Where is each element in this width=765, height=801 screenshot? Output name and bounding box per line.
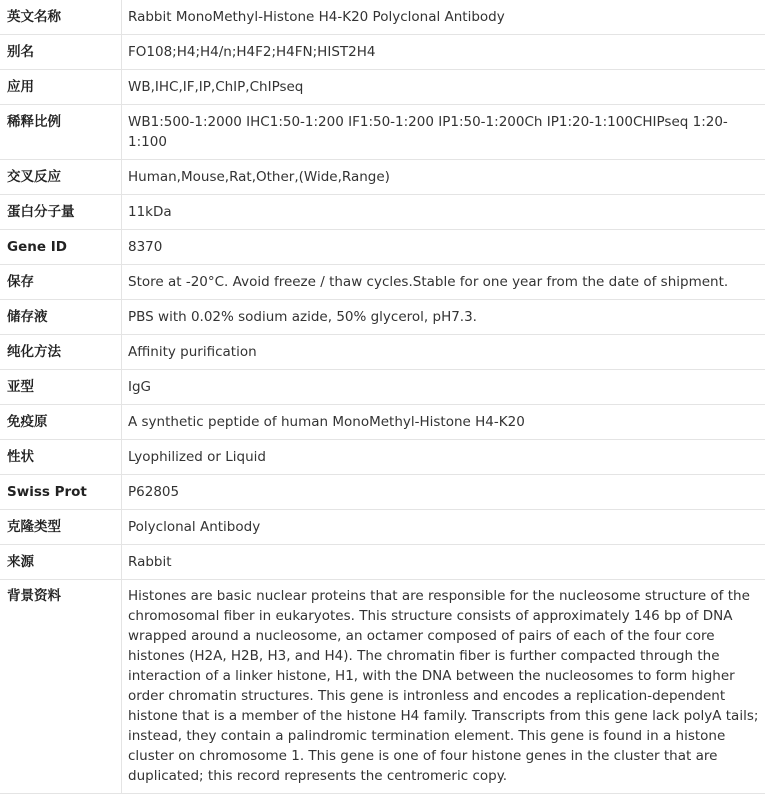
row-label: 纯化方法: [0, 335, 122, 370]
row-label: 稀释比例: [0, 105, 122, 160]
row-label: 性状: [0, 440, 122, 475]
row-label: 亚型: [0, 370, 122, 405]
row-value: PBS with 0.02% sodium azide, 50% glycerol, pH7.3.: [122, 300, 765, 335]
row-value: FO108;H4;H4/n;H4F2;H4FN;HIST2H4: [122, 35, 765, 70]
row-label: 保存: [0, 265, 122, 300]
row-value: P62805: [122, 475, 765, 510]
row-value: Rabbit MonoMethyl-Histone H4-K20 Polyclonal Antibody: [122, 0, 765, 35]
table-row: [0, 300, 765, 335]
row-label: 免疫原: [0, 405, 122, 440]
row-value: A synthetic peptide of human MonoMethyl-Histone H4-K20: [122, 405, 765, 440]
table-row: [0, 70, 765, 105]
background-description: Histones are basic nuclear proteins that are responsible for the nucleosome structure of the chromosomal fiber in eukaryotes. This structure consists of approximately 146 bp of DNA wrapped around a nucleosome, an octamer composed of pairs of each of the four core histones (H2A, H2B, H3, and H4). The chromatin fiber is further compacted through the interaction of a linker histone, H1, with the DNA between the nucleosomes to form higher order chromatin structures. This gene is intronless and encodes a replication-dependent histone that is a member of the histone H4 family. Transcripts from this gene lack polyA tails; instead, they contain a palindromic termination element. This gene is found in a histone cluster on chromosome 1. This gene is one of four histone genes in the cluster that are duplicated; this record represents the centromeric copy.: [122, 580, 765, 794]
row-value: Affinity purification: [122, 335, 765, 370]
table-row: [0, 370, 765, 405]
table-row: [0, 105, 765, 160]
row-value: Human,Mouse,Rat,Other,(Wide,Range): [122, 160, 765, 195]
row-label: 来源: [0, 545, 122, 580]
row-value: Store at -20°C. Avoid freeze / thaw cycles.Stable for one year from the date of shipment.: [122, 265, 765, 300]
table-row: [0, 195, 765, 230]
table-row: [0, 265, 765, 300]
row-label: 蛋白分子量: [0, 195, 122, 230]
table-row: [0, 0, 765, 35]
table-row: [0, 35, 765, 70]
row-value: IgG: [122, 370, 765, 405]
row-value: Lyophilized or Liquid: [122, 440, 765, 475]
table-row: [0, 160, 765, 195]
row-value: 11kDa: [122, 195, 765, 230]
table-row: [0, 475, 765, 510]
row-label: 储存液: [0, 300, 122, 335]
table-row: [0, 545, 765, 580]
row-label: 应用: [0, 70, 122, 105]
row-label: Swiss Prot: [0, 475, 122, 510]
row-value: WB,IHC,IF,IP,ChIP,ChIPseq: [122, 70, 765, 105]
row-label: 背景资料: [0, 580, 122, 794]
table-row: [0, 510, 765, 545]
row-label: Gene ID: [0, 230, 122, 265]
table-row: [0, 230, 765, 265]
table-row: [0, 580, 765, 794]
table-row: [0, 335, 765, 370]
row-value: 8370: [122, 230, 765, 265]
table-row: [0, 405, 765, 440]
row-label: 英文名称: [0, 0, 122, 35]
row-value: WB1:500-1:2000 IHC1:50-1:200 IF1:50-1:200 IP1:50-1:200Ch IP1:20-1:100CHIPseq 1:20-1:100: [122, 105, 765, 160]
row-label: 别名: [0, 35, 122, 70]
row-label: 交叉反应: [0, 160, 122, 195]
table-row: [0, 440, 765, 475]
row-value: Rabbit: [122, 545, 765, 580]
row-value: Polyclonal Antibody: [122, 510, 765, 545]
row-label: 克隆类型: [0, 510, 122, 545]
